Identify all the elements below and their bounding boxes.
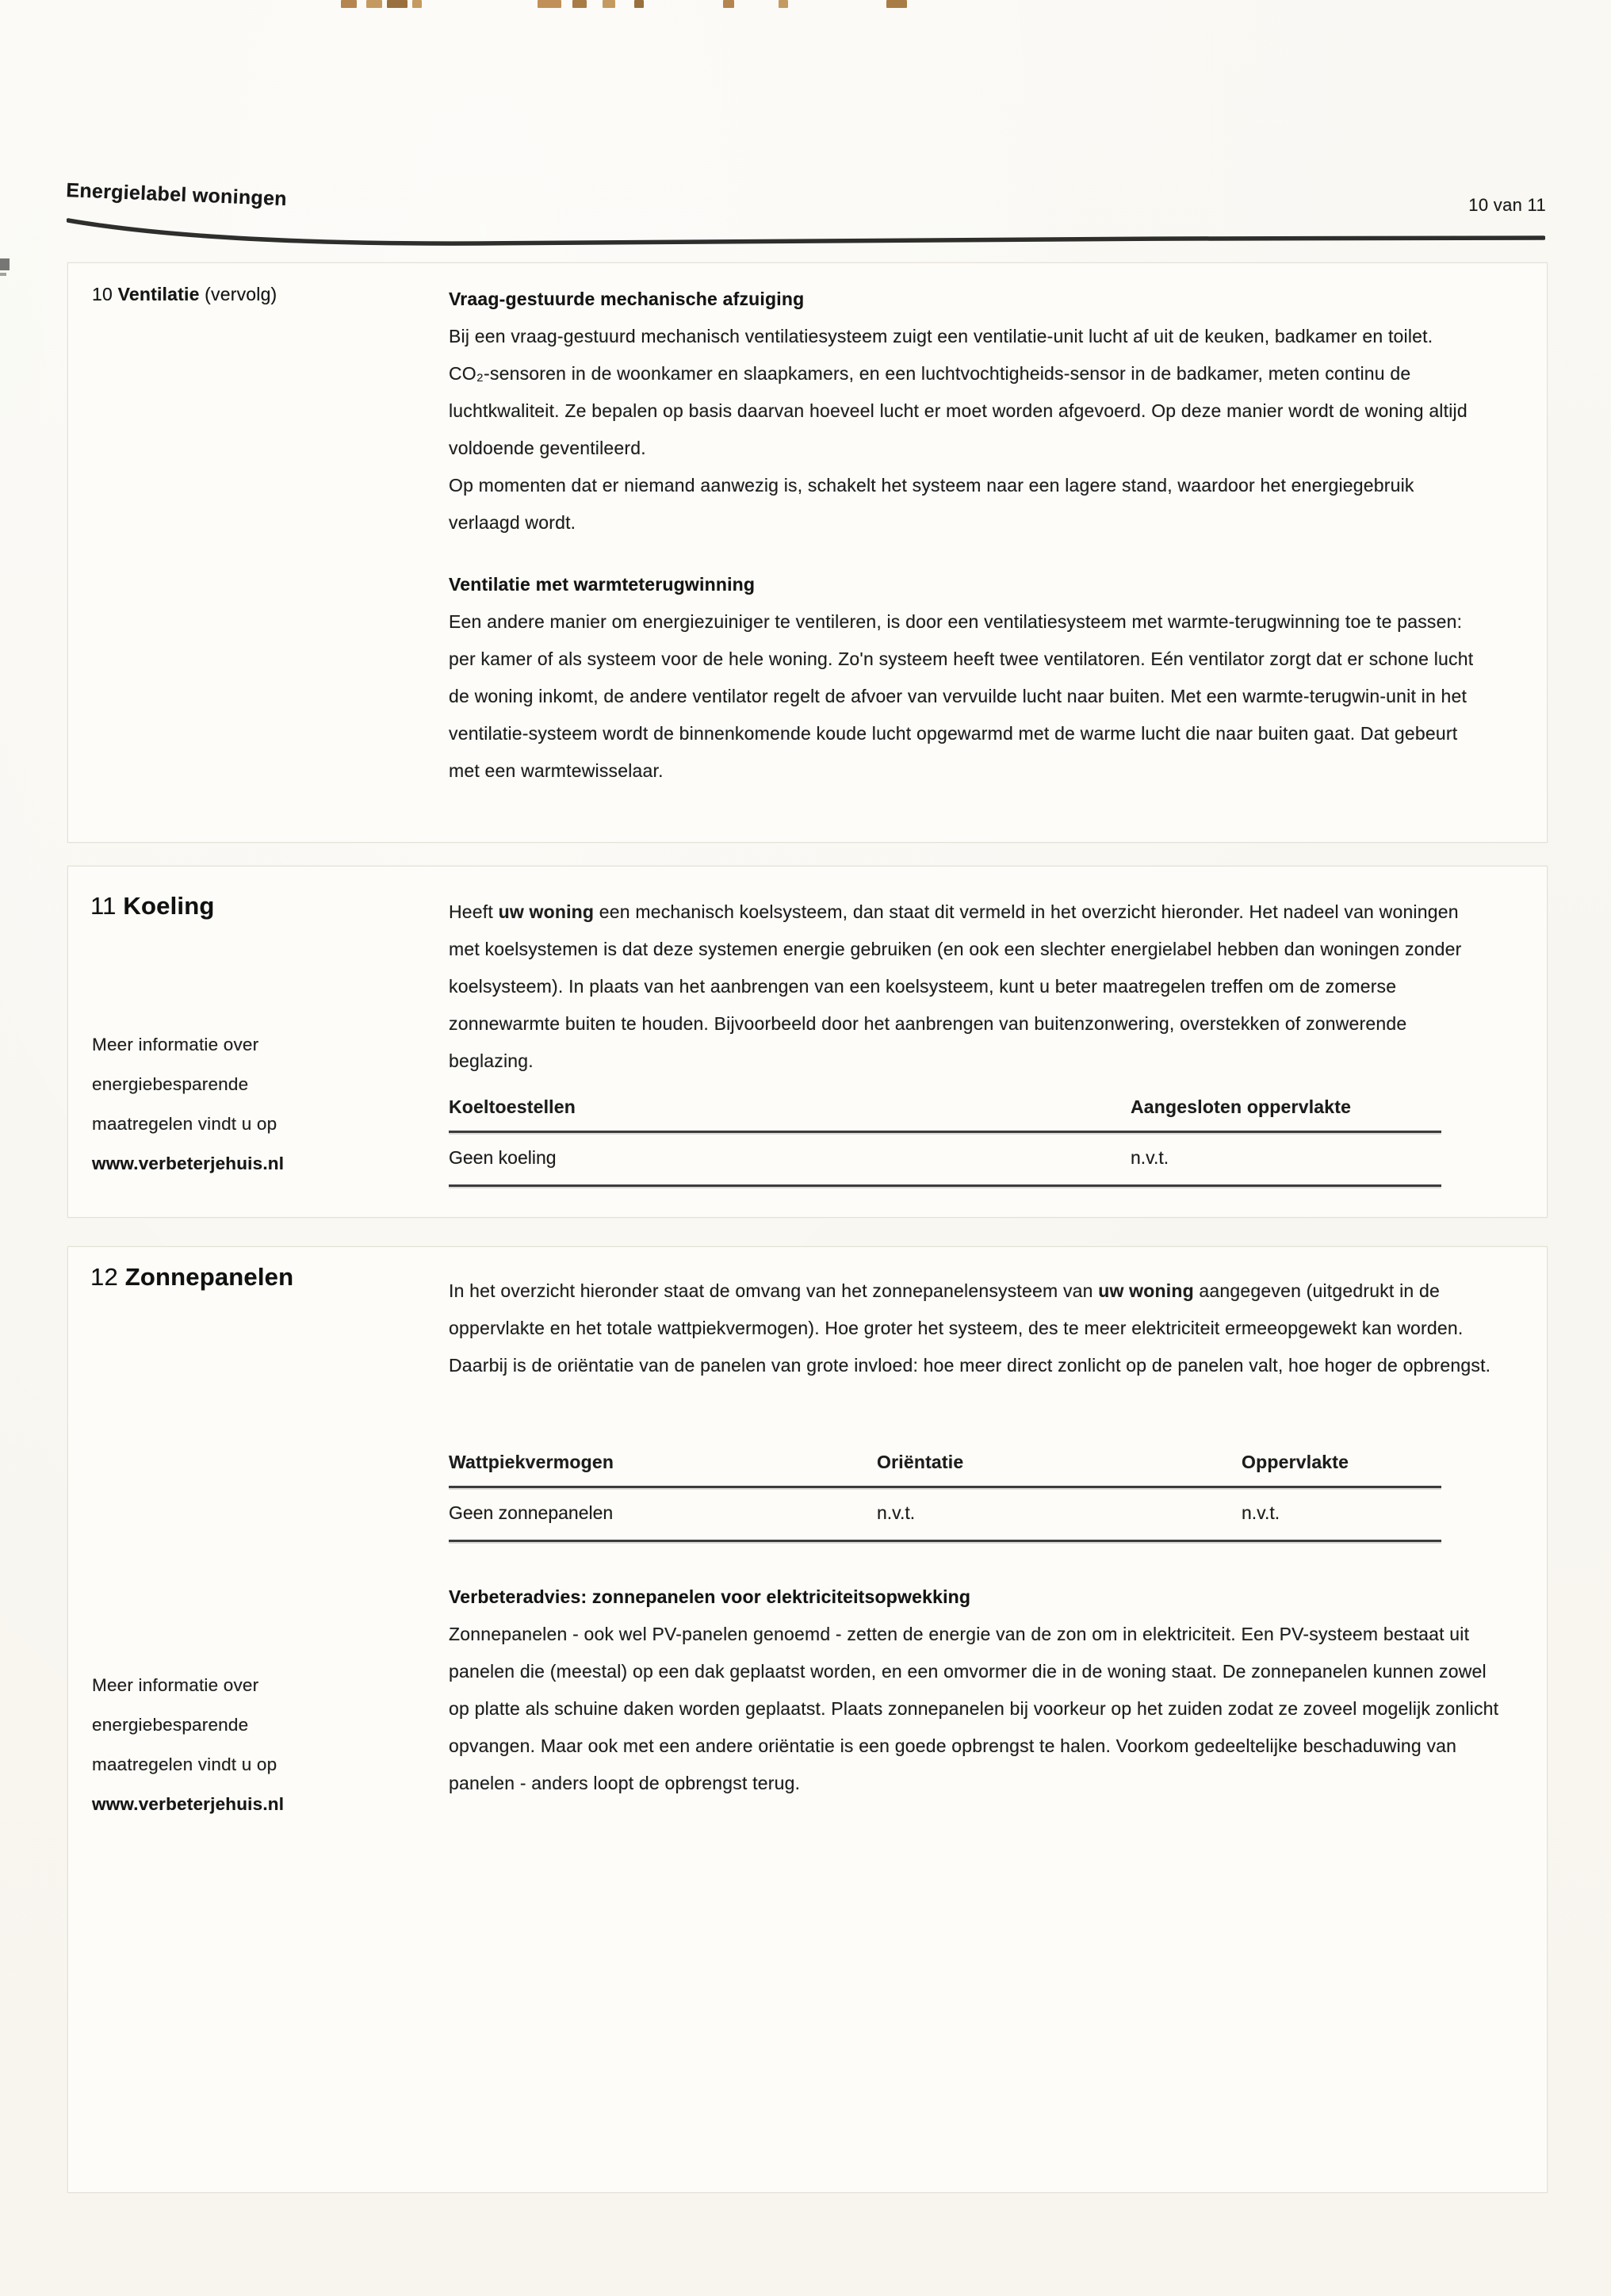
table-header-row xyxy=(449,1452,1441,1486)
cell-orientatie: n.v.t. xyxy=(877,1502,916,1523)
section-number: 11 xyxy=(90,892,117,920)
section-heading-zonnepanelen xyxy=(90,1263,293,1292)
zonnepanelen-sidebar-info xyxy=(92,1666,284,1824)
afzuiging-paragraph-2: Op momenten dat er niemand aanwezig is, schakelt het systeem naar een lagere stand, waardoor het energiegebruik verlaagd wordt. xyxy=(449,475,1414,533)
table-header-row xyxy=(449,1096,1441,1131)
afzuiging-paragraph-1: Bij een vraag-gestuurd mechanisch ventilatiesysteem zuigt een ventilatie-unit lucht af uit de keuken, badkamer en toilet. CO₂-sensoren in de woonkamer en slaapkamers, en een luchtvochtigheids-sensor in de badkamer, meten continu de luchtkwaliteit. Ze bepalen op basis daarvan hoeveel lucht er moet worden afgevoerd. Op deze manier wordt de woning altijd voldoende geventileerd. xyxy=(449,326,1468,458)
text-run: In het overzicht hieronder staat de omvang van het zonnepanelensysteem van xyxy=(449,1280,1099,1301)
scan-artifact-left-edge xyxy=(0,258,10,270)
section-koeling-panel xyxy=(67,866,1548,1218)
sidebar-line: energiebesparende xyxy=(92,1715,249,1735)
sidebar-line: maatregelen vindt u op xyxy=(92,1114,277,1134)
section-name: Ventilatie xyxy=(117,284,200,304)
header-rule xyxy=(67,212,1545,247)
scan-artifact xyxy=(779,0,788,8)
verbeteradvies-heading: Verbeteradvies: zonnepanelen voor elektriciteitsopwekking xyxy=(449,1586,971,1607)
sidebar-line: energiebesparende xyxy=(92,1074,249,1094)
koeltoestellen-table xyxy=(449,1096,1441,1187)
section-name: Koeling xyxy=(123,892,215,920)
afzuiging-heading: Vraag-gestuurde mechanische afzuiging xyxy=(449,289,805,309)
section-ventilatie-panel xyxy=(67,262,1548,843)
table-rule xyxy=(449,1540,1441,1542)
section-number: 12 xyxy=(90,1263,118,1291)
koeling-paragraph xyxy=(449,894,1475,1080)
column-header-aangesloten-oppervlakte: Aangesloten oppervlakte xyxy=(1131,1096,1352,1117)
cell-wattpiekvermogen: Geen zonnepanelen xyxy=(449,1502,614,1523)
table-rule xyxy=(449,1184,1441,1187)
page-number-indicator: 10 van 11 xyxy=(1468,195,1546,215)
warmteterugwinning-block xyxy=(449,566,1475,790)
sidebar-line: Meer informatie over xyxy=(92,1675,259,1695)
section-heading-koeling xyxy=(90,892,214,920)
scan-artifact xyxy=(341,0,357,8)
koeling-intro xyxy=(449,894,1475,1080)
scan-artifact xyxy=(603,0,615,8)
sidebar-line: maatregelen vindt u op xyxy=(92,1755,277,1774)
column-header-oppervlakte: Oppervlakte xyxy=(1242,1452,1349,1472)
column-header-orientatie: Oriëntatie xyxy=(877,1452,964,1472)
zonnepanelen-table xyxy=(449,1452,1441,1542)
scan-artifact xyxy=(723,0,734,8)
table-row xyxy=(449,1133,1441,1184)
text-run: aangegeven (uitgedrukt in de oppervlakte en het totale wattpiekvermogen). Hoe groter het systeem, des te meer elektriciteit ermeeopgewekt kan worden. Daarbij is de oriëntatie van de panelen van grote invloed: hoe meer direct zonlicht op de panelen valt, hoe hoger de opbrengst. xyxy=(449,1280,1491,1376)
verbeterjehuis-url: www.verbeterjehuis.nl xyxy=(92,1794,285,1814)
column-header-wattpiekvermogen: Wattpiekvermogen xyxy=(449,1452,614,1472)
section-suffix: (vervolg) xyxy=(205,284,277,304)
afzuiging-block xyxy=(449,281,1475,541)
cell-oppervlakte: n.v.t. xyxy=(1242,1502,1280,1523)
text-run-bold: uw woning xyxy=(498,901,595,922)
column-header-koeltoestellen: Koeltoestellen xyxy=(449,1096,576,1117)
text-run-bold: uw woning xyxy=(1098,1280,1194,1301)
verbeterjehuis-url: www.verbeterjehuis.nl xyxy=(92,1154,285,1173)
scan-artifact xyxy=(387,0,408,8)
cell-aangesloten-oppervlakte: n.v.t. xyxy=(1131,1147,1169,1168)
scan-artifact xyxy=(886,0,907,8)
scan-artifact xyxy=(538,0,561,8)
scan-artifact xyxy=(412,0,422,8)
text-run: Heeft xyxy=(449,901,499,922)
scan-artifact xyxy=(634,0,644,8)
zonnepanelen-intro xyxy=(449,1272,1503,1384)
text-run: een mechanisch koelsysteem, dan staat dit vermeld in het overzicht hieronder. Het nadeel van woningen met koelsystemen is dat deze systemen energie gebruiken (en ook een slechter energielabel hebben dan woningen zonder koelsysteem). In plaats van het aanbrengen van een koelsysteem, kunt u beter maatregelen treffen om de zomerse zonnewarmte buiten te houden. Bijvoorbeeld door het aanbrengen van buitenzonwering, overstekken of zonwerende beglazing. xyxy=(449,901,1462,1071)
table-row xyxy=(449,1488,1441,1540)
verbeteradvies-block xyxy=(449,1578,1503,1802)
section-name: Zonnepanelen xyxy=(124,1263,294,1291)
cell-koeltoestel: Geen koeling xyxy=(449,1147,557,1168)
scan-artifact-left-edge xyxy=(0,273,6,276)
warmteterugwinning-heading: Ventilatie met warmteterugwinning xyxy=(449,574,756,595)
sidebar-line: Meer informatie over xyxy=(92,1035,259,1054)
verbeteradvies-paragraph: Zonnepanelen - ook wel PV-panelen genoemd - zetten de energie van de zon om in elektriciteit. Een PV-systeem bestaat uit panelen die (meestal) op een dak geplaatst worden, en een omvormer die in de woning staat. De zonnepanelen kunnen zowel op platte als schuine daken worden geplaatst. Plaats zonnepanelen bij voorkeur op het zuiden zodat ze zoveel mogelijk zonlicht opvangen. Maar ook met een andere oriëntatie is een goede opbrengst te halen. Voorkom gedeeltelijke beschaduwing van panelen - anders loopt de opbrengst terug. xyxy=(449,1624,1499,1793)
warmteterugwinning-paragraph: Een andere manier om energiezuiniger te ventileren, is door een ventilatiesysteem met warmte-terugwinning toe te passen: per kamer of als systeem voor de hele woning. Zo'n systeem heeft twee ventilatoren. Eén ventilator zorgt dat er schone lucht de woning inkomt, de andere ventilator regelt de afvoer van vervuilde lucht naar buiten. Met een warmte-terugwin-unit in het ventilatie-systeem wordt de binnenkomende koude lucht opgewarmd met de warme lucht die naar buiten gaat. Dat gebeurt met een warmtewisselaar. xyxy=(449,611,1474,781)
zonnepanelen-paragraph xyxy=(449,1272,1503,1384)
document-title: Energielabel woningen xyxy=(65,179,288,211)
section-heading-ventilatie xyxy=(92,284,277,305)
section-number: 10 xyxy=(92,284,113,304)
scan-artifact xyxy=(366,0,382,8)
section-zonnepanelen-panel xyxy=(67,1246,1548,2193)
scan-artifact xyxy=(572,0,587,8)
koeling-sidebar-info xyxy=(92,1025,284,1184)
